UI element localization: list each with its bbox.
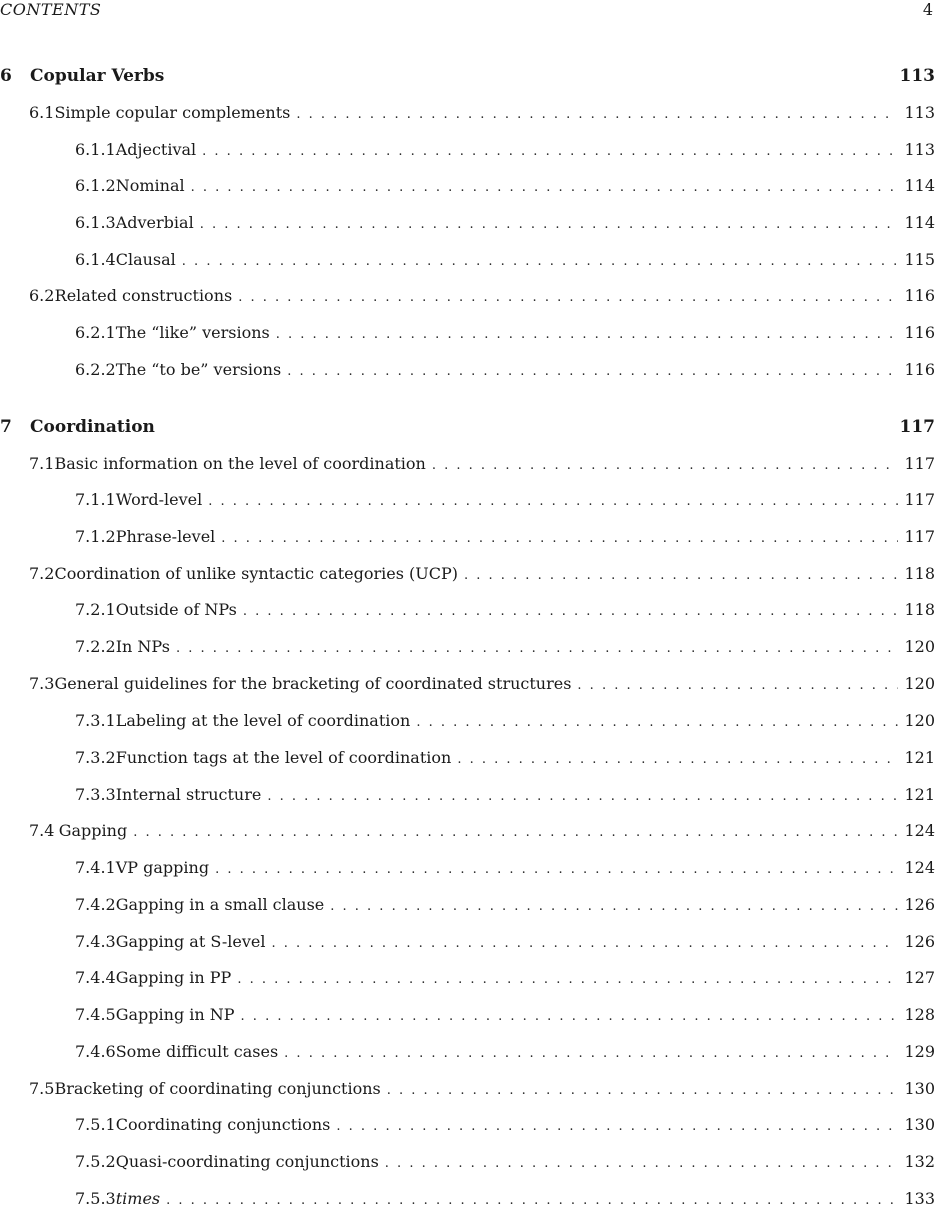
toc-dot-leader [416, 715, 898, 730]
toc-dot-leader [330, 899, 898, 914]
toc-entry-number: 6.1.4 [75, 250, 116, 269]
toc-entry[interactable] [0, 637, 935, 659]
toc-entry-page-number: 120 [904, 637, 935, 656]
toc-entry-title: VP gapping [116, 858, 209, 877]
toc-entry-page-number: 115 [904, 250, 935, 269]
toc-dot-leader [243, 604, 899, 619]
toc-entry-page-number: 121 [904, 748, 935, 767]
toc-entry-number: 7.5 [29, 1079, 54, 1098]
toc-entry-number: 7.4 [29, 821, 59, 840]
toc-entry-number: 7.4.6 [75, 1042, 116, 1061]
toc-entry-title: Some difficult cases [116, 1042, 278, 1061]
toc-dot-leader [241, 1009, 899, 1024]
toc-entry-number: 7.5.2 [75, 1152, 116, 1171]
toc-dot-leader [200, 217, 899, 232]
toc-dot-leader [182, 254, 899, 269]
toc-dot-leader [385, 1156, 899, 1171]
toc-entry[interactable] [0, 176, 935, 198]
toc-entry-page-number: 118 [904, 600, 935, 619]
toc-entry-number: 7.2.2 [75, 637, 116, 656]
toc-entry-page-number: 113 [900, 66, 935, 86]
toc-entry-title: Phrase-level [116, 527, 216, 546]
toc-entry-number: 7.4.5 [75, 1005, 116, 1024]
toc-entry-number: 6.2.1 [75, 323, 116, 342]
toc-chapter-entry[interactable] [0, 417, 935, 439]
toc-entry-page-number: 114 [904, 176, 935, 195]
toc-dot-leader [457, 752, 898, 767]
toc-entry[interactable] [0, 360, 935, 382]
toc-entry-page-number: 117 [904, 454, 935, 473]
toc-entry-title: Coordination of unlike syntactic categories (UCP) [54, 564, 458, 583]
toc-entry-number: 7.3 [29, 674, 54, 693]
toc-entry-title: Outside of NPs [116, 600, 237, 619]
toc-entry-page-number: 130 [904, 1079, 935, 1098]
toc-entry-title: Gapping [59, 821, 127, 840]
toc-dot-leader [208, 494, 898, 509]
toc-entry-number: 6.1.2 [75, 176, 116, 195]
toc-entry-title: times [116, 1189, 160, 1208]
toc-entry-page-number: 126 [904, 932, 935, 951]
toc-entry-page-number: 132 [904, 1152, 935, 1171]
toc-dot-leader [464, 568, 898, 583]
toc-entry-title: Internal structure [116, 785, 262, 804]
toc-entry-number: 7.2.1 [75, 600, 116, 619]
toc-dot-leader [166, 1193, 898, 1208]
toc-entry-title: Word-level [116, 490, 203, 509]
toc-entry-title: In NPs [116, 637, 170, 656]
toc-entry[interactable] [0, 858, 935, 880]
toc-entry-page-number: 120 [904, 711, 935, 730]
toc-entry-title: Gapping in NP [116, 1005, 235, 1024]
toc-entry-page-number: 118 [904, 564, 935, 583]
toc-entry-number: 7.5.1 [75, 1115, 116, 1134]
toc-dot-leader [284, 1046, 898, 1061]
toc-dot-leader [191, 180, 899, 195]
toc-entry-number: 7.1.1 [75, 490, 116, 509]
toc-entry[interactable] [0, 286, 935, 308]
toc-entry-title: Gapping in a small clause [116, 895, 325, 914]
toc-entry[interactable] [0, 1152, 935, 1174]
toc-entry-number: 6.2 [29, 286, 55, 305]
toc-entry-title: Coordinating conjunctions [116, 1115, 331, 1134]
toc-entry[interactable] [0, 527, 935, 549]
toc-dot-leader [176, 641, 898, 656]
toc-entry-page-number: 126 [904, 895, 935, 914]
toc-entry-title: Simple copular complements [54, 103, 290, 122]
toc-entry-number: 7.4.3 [75, 932, 116, 951]
toc-dot-leader [336, 1119, 898, 1134]
toc-entry-number: 6.2.2 [75, 360, 116, 379]
toc-entry-page-number: 113 [904, 140, 935, 159]
toc-entry-title: The “to be” versions [116, 360, 281, 379]
toc-entry-number: 6 [0, 66, 30, 86]
toc-dot-leader [287, 364, 898, 379]
toc-dot-leader [202, 144, 898, 159]
toc-entry-title: Adjectival [116, 140, 196, 159]
toc-entry-page-number: 120 [904, 674, 935, 693]
toc-entry-page-number: 113 [904, 103, 935, 122]
running-head-title: CONTENTS [0, 0, 101, 19]
toc-entry[interactable] [0, 140, 935, 162]
toc-entry-number: 6.1.1 [75, 140, 116, 159]
toc-entry-number: 7 [0, 417, 30, 437]
toc-entry-page-number: 124 [904, 821, 935, 840]
toc-entry[interactable] [0, 932, 935, 954]
toc-entry[interactable] [0, 454, 935, 476]
toc-dot-leader [432, 458, 899, 473]
toc-entry-number: 7.4.4 [75, 968, 116, 987]
toc-entry-page-number: 127 [904, 968, 935, 987]
toc-entry[interactable] [0, 1042, 935, 1064]
toc-entry-title: General guidelines for the bracketing of coordinated structures [54, 674, 571, 693]
toc-entry-number: 7.4.1 [75, 858, 116, 877]
toc-entry-page-number: 130 [904, 1115, 935, 1134]
toc-entry-number: 7.1.2 [75, 527, 116, 546]
toc-entry-title: Coordination [30, 417, 155, 437]
toc-entry-number: 7.5.3 [75, 1189, 116, 1208]
toc-entry-title: Bracketing of coordinating conjunctions [54, 1079, 380, 1098]
toc-entry-title: Copular Verbs [30, 66, 164, 86]
toc-entry-number: 7.3.3 [75, 785, 116, 804]
running-head-page-number: 4 [923, 0, 933, 19]
toc-dot-leader [238, 290, 898, 305]
toc-entry-page-number: 133 [904, 1189, 935, 1208]
toc-entry[interactable] [0, 711, 935, 733]
toc-entry-title: Nominal [116, 176, 185, 195]
toc-entry-number: 7.3.2 [75, 748, 116, 767]
toc-entry-page-number: 114 [904, 213, 935, 232]
toc-entry-page-number: 121 [904, 785, 935, 804]
toc-entry-title: Related constructions [55, 286, 233, 305]
toc-entry[interactable] [0, 564, 935, 586]
toc-entry-title: Gapping in PP [116, 968, 232, 987]
toc-entry[interactable] [0, 748, 935, 770]
toc-entry-page-number: 116 [904, 323, 935, 342]
toc-entry-number: 6.1.3 [75, 213, 116, 232]
toc-entry[interactable] [0, 1115, 935, 1137]
toc-entry-page-number: 129 [904, 1042, 935, 1061]
toc-entry[interactable] [0, 213, 935, 235]
toc-entry-page-number: 117 [900, 417, 935, 437]
toc-entry[interactable] [0, 674, 935, 696]
toc-entry-page-number: 116 [904, 286, 935, 305]
toc-entry-page-number: 128 [904, 1005, 935, 1024]
toc-entry-page-number: 117 [904, 490, 935, 509]
toc-entry-page-number: 124 [904, 858, 935, 877]
toc-entry-title: Gapping at S-level [116, 932, 266, 951]
toc-entry[interactable] [0, 1079, 935, 1101]
toc-dot-leader [296, 107, 898, 122]
toc-dot-leader [267, 789, 898, 804]
toc-entry[interactable] [0, 103, 935, 125]
toc-chapter-entry[interactable] [0, 66, 935, 88]
toc-entry[interactable] [0, 600, 935, 622]
toc-entry-number: 7.2 [29, 564, 54, 583]
toc-entry-title: Function tags at the level of coordination [116, 748, 452, 767]
running-head [0, 0, 935, 20]
toc-entry-title: Labeling at the level of coordination [116, 711, 411, 730]
toc-entry-title: Quasi-coordinating conjunctions [116, 1152, 379, 1171]
toc-entry-title: Adverbial [116, 213, 194, 232]
toc-entry[interactable] [0, 785, 935, 807]
toc-entry-title: Clausal [116, 250, 176, 269]
toc-dot-leader [221, 531, 898, 546]
toc-dot-leader [237, 972, 898, 987]
toc-entry-number: 7.1 [29, 454, 54, 473]
toc-entry-number: 7.4.2 [75, 895, 116, 914]
toc-entry[interactable] [0, 490, 935, 512]
toc-entry[interactable] [0, 821, 935, 843]
toc-entry[interactable] [0, 968, 935, 990]
toc-entry-number: 6.1 [29, 103, 54, 122]
toc-dot-leader [133, 825, 898, 840]
toc-entry-title: Basic information on the level of coordination [54, 454, 425, 473]
toc-entry[interactable] [0, 323, 935, 345]
toc-entry-page-number: 117 [904, 527, 935, 546]
toc-entry[interactable] [0, 250, 935, 272]
toc-dot-leader [272, 936, 899, 951]
toc-dot-leader [577, 678, 898, 693]
toc-dot-leader [215, 862, 898, 877]
toc-entry[interactable] [0, 895, 935, 917]
toc-entry-page-number: 116 [904, 360, 935, 379]
toc-entry-title: The “like” versions [116, 323, 270, 342]
toc-dot-leader [276, 327, 899, 342]
toc-entry-number: 7.3.1 [75, 711, 116, 730]
toc-dot-leader [387, 1083, 899, 1098]
toc-entry[interactable] [0, 1005, 935, 1027]
